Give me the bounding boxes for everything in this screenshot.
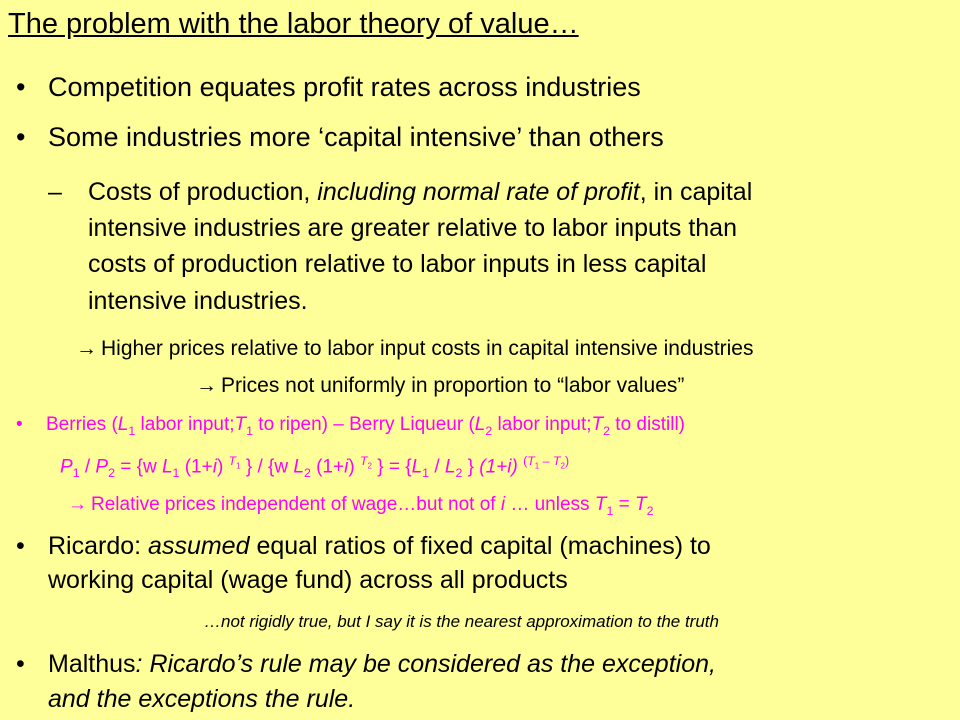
- bullet-glyph: •: [16, 532, 25, 560]
- bullet-berries: [16, 414, 685, 438]
- malthus-line-1: Malthus: Ricardo’s rule may be considered as the exception,: [48, 650, 716, 678]
- bullet-glyph: •: [16, 414, 23, 435]
- bullet-text: Some industries more ‘capital intensive’ than others: [48, 122, 664, 152]
- ricardo-line-1: Ricardo: assumed equal ratios of fixed capital (machines) to: [48, 532, 711, 560]
- arrow-higher-prices: → Higher prices relative to labor input costs in capital intensive industries: [76, 337, 754, 360]
- dash-line-1: Costs of production, including normal rate of profit, in capital: [88, 178, 753, 206]
- slide-title: The problem with the labor theory of value…: [8, 8, 579, 40]
- arrow-right-icon: →: [196, 374, 217, 397]
- bullet-glyph: •: [16, 72, 26, 102]
- malthus-line-2: and the exceptions the rule.: [48, 685, 356, 713]
- bullet-glyph: •: [16, 122, 26, 152]
- price-ratio-formula: $P_1 / P_2 = \{w$ $L_1$ (1+i) $^{T_1}$ } / {w $L_2$ (1+i) $^{T_2}$ } = {$L_1 / L_2$ } (1+i) $^{(T_1 - T_2)}$: [60, 454, 570, 481]
- dash-line-4: intensive industries.: [88, 287, 308, 315]
- arrow-right-icon: →: [68, 494, 87, 515]
- berries-text: Berries ($L_1$ labor $input;T_1$ to ripen) – Berry Liqueur ($L_2$ labor $input;T_2$ to distill): [46, 414, 685, 438]
- arrow-prices-not-uniform: → Prices not uniformly in proportion to “labor values”: [196, 374, 685, 397]
- arrow-right-icon: →: [76, 337, 97, 360]
- bullet-malthus: [16, 650, 716, 679]
- bullet-glyph: •: [16, 650, 25, 678]
- dash-glyph: –: [48, 178, 62, 206]
- ricardo-quote: …not rigidly true, but I say it is the nearest approximation to the truth: [204, 612, 719, 631]
- ricardo-line-2: working capital (wage fund) across all products: [48, 566, 568, 594]
- bullet-text: Competition equates profit rates across industries: [48, 72, 641, 102]
- dash-line-2: intensive industries are greater relative to labor inputs than: [88, 214, 737, 242]
- dash-line-3: costs of production relative to labor inputs in less capital: [88, 250, 707, 278]
- bullet-capital-intensive: [16, 122, 664, 153]
- bullet-ricardo: [16, 532, 711, 561]
- bullet-competition: [16, 72, 641, 103]
- arrow-relative-prices: → Relative prices independent of wage…but not of i … unless $T_1 = T_2$: [68, 494, 654, 518]
